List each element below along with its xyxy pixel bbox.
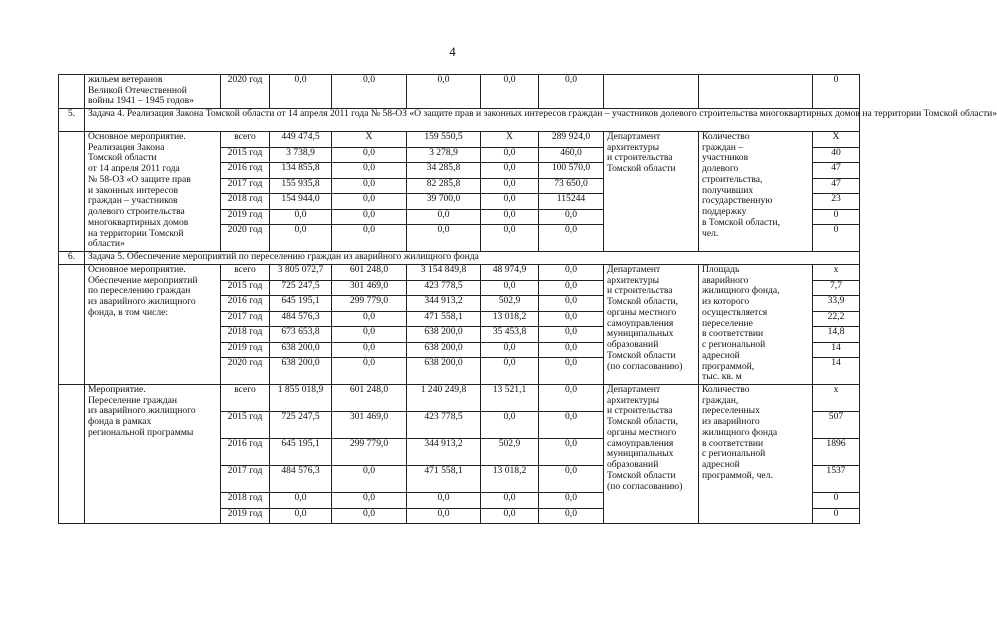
indicator-value-cell: X (813, 132, 860, 148)
regional-budget-cell: 423 778,5 (407, 412, 481, 439)
federal-budget-cell: 0,0 (332, 209, 407, 225)
indicator-value-cell: x (813, 265, 860, 281)
year-cell: 2019 год (221, 342, 270, 358)
federal-budget-cell: 0,0 (332, 327, 407, 343)
cell-line: Томской области (607, 163, 676, 175)
federal-budget-cell: 0,0 (332, 311, 407, 327)
total-cell: 0,0 (270, 209, 332, 225)
cell-line: по переселению граждан (88, 285, 191, 297)
cell-line: Департамент (607, 264, 661, 275)
cell-line: № 58-ОЗ «О защите прав (88, 173, 191, 185)
cell-line: фонда, в том числе: (88, 306, 169, 318)
year-cell: 2015 год (221, 412, 270, 439)
federal-budget-cell: 299 779,0 (332, 439, 407, 466)
activity-description (85, 132, 221, 252)
other-sources-cell: 0,0 (539, 466, 604, 493)
regional-budget-cell: 0,0 (407, 493, 481, 509)
cell-line: архитектуры (607, 394, 660, 406)
cell-line: строительства, (702, 173, 763, 185)
federal-budget-cell: 0,0 (332, 163, 407, 179)
cell-line: Томской области, (607, 296, 679, 308)
task-header-row (59, 252, 860, 265)
total-cell: 673 653,8 (270, 327, 332, 343)
total-cell: 0,0 (270, 225, 332, 252)
indicator-name-cell (699, 75, 813, 109)
cell-line: жилищного фонда, (702, 285, 780, 297)
number-cell (59, 75, 85, 109)
cell-line: чел. (702, 227, 719, 239)
cell-line: Департамент (607, 131, 661, 142)
cell-line: Количество (702, 131, 750, 142)
year-cell: 2015 год (221, 147, 270, 163)
cell-line: Площадь (702, 264, 740, 275)
indicator-value-cell: 0 (813, 493, 860, 509)
indicator-value-cell: 14,8 (813, 327, 860, 343)
cell-line: и строительства (607, 152, 673, 164)
local-budget-cell: 13 018,2 (481, 311, 539, 327)
cell-line: программой, (702, 360, 755, 372)
cell-line: государственную (702, 195, 773, 207)
cell-line: Количество (702, 384, 750, 395)
federal-budget-cell: 0,0 (332, 178, 407, 194)
total-cell: 725 247,5 (270, 280, 332, 296)
other-sources-cell: 0,0 (539, 493, 604, 509)
regional-budget-cell: 34 285,8 (407, 163, 481, 179)
indicator-value-cell: 1896 (813, 439, 860, 466)
number-cell (59, 385, 85, 524)
total-cell: 154 944,0 (270, 194, 332, 210)
indicator-value-cell: 33,9 (813, 296, 860, 312)
federal-budget-cell: 0,0 (332, 194, 407, 210)
cell-line: Переселение граждан (88, 394, 177, 406)
cell-line: поддержку (702, 206, 747, 218)
total-cell: 0,0 (270, 508, 332, 524)
table-row (59, 75, 860, 109)
table-row (59, 385, 860, 412)
cell-line: и строительства (607, 285, 673, 297)
cell-line: Томской области (607, 349, 676, 361)
regional-budget-cell: 159 550,5 (407, 132, 481, 148)
year-cell: 2019 год (221, 508, 270, 524)
cell-line: самоуправления (607, 437, 674, 449)
total-cell: 134 855,8 (270, 163, 332, 179)
cell-line: граждан, (702, 394, 739, 406)
cell-line: войны 1941 – 1945 годов» (88, 95, 194, 107)
local-budget-cell: 502,9 (481, 439, 539, 466)
indicator-value-cell: 1537 (813, 466, 860, 493)
local-budget-cell: 35 453,8 (481, 327, 539, 343)
local-budget-cell: 0,0 (481, 75, 539, 109)
cell-line: аварийного (702, 274, 749, 286)
regional-budget-cell: 423 778,5 (407, 280, 481, 296)
local-budget-cell: 0,0 (481, 147, 539, 163)
cell-line: получивших (702, 184, 754, 196)
year-cell: 2018 год (221, 194, 270, 210)
indicator-value-cell: 0 (813, 209, 860, 225)
total-cell: 638 200,0 (270, 342, 332, 358)
cell-line: из которого (702, 296, 750, 308)
indicator-value-cell: 0 (813, 225, 860, 252)
cell-line: долевого строительства (88, 206, 185, 218)
federal-budget-cell: 0,0 (332, 342, 407, 358)
total-cell: 645 195,1 (270, 296, 332, 312)
total-cell: 1 855 018,9 (270, 385, 332, 412)
number-cell (59, 265, 85, 385)
local-budget-cell: 0,0 (481, 225, 539, 252)
other-sources-cell: 460,0 (539, 147, 604, 163)
total-cell: 3 805 072,7 (270, 265, 332, 281)
regional-budget-cell: 471 558,1 (407, 466, 481, 493)
year-cell: всего (221, 385, 270, 412)
year-cell: 2015 год (221, 280, 270, 296)
regional-budget-cell: 0,0 (407, 75, 481, 109)
cell-line: переселенных (702, 405, 760, 417)
executor-cell (604, 385, 699, 524)
cell-line: Мероприятие. (88, 384, 146, 395)
cell-line: образований (607, 459, 659, 471)
regional-budget-cell: 1 240 249,8 (407, 385, 481, 412)
federal-budget-cell: 0,0 (332, 358, 407, 385)
other-sources-cell: 0,0 (539, 280, 604, 296)
year-cell: 2019 год (221, 209, 270, 225)
year-cell: 2016 год (221, 439, 270, 466)
federal-budget-cell: 0,0 (332, 493, 407, 509)
activity-description (85, 385, 221, 524)
total-cell: 449 474,5 (270, 132, 332, 148)
other-sources-cell: 0,0 (539, 265, 604, 281)
regional-budget-cell: 0,0 (407, 209, 481, 225)
cell-line: из аварийного (702, 416, 760, 428)
other-sources-cell: 0,0 (539, 327, 604, 343)
other-sources-cell: 0,0 (539, 311, 604, 327)
activity-description (85, 265, 221, 385)
cell-line: Основное мероприятие. (88, 264, 186, 275)
local-budget-cell: 0,0 (481, 209, 539, 225)
cell-line: участников (702, 152, 749, 164)
cell-line: жильем ветеранов (88, 74, 163, 85)
other-sources-cell: 0,0 (539, 296, 604, 312)
indicator-value-cell: 0 (813, 75, 860, 109)
year-cell: 2016 год (221, 296, 270, 312)
cell-line: региональной программы (88, 426, 194, 438)
cell-line: образований (607, 339, 659, 351)
indicator-name-cell (699, 385, 813, 524)
total-cell: 645 195,1 (270, 439, 332, 466)
activity-description (85, 75, 221, 109)
local-budget-cell: 0,0 (481, 163, 539, 179)
executor-cell (604, 265, 699, 385)
year-cell: всего (221, 265, 270, 281)
indicator-value-cell: 47 (813, 163, 860, 179)
other-sources-cell: 0,0 (539, 439, 604, 466)
regional-budget-cell: 638 200,0 (407, 358, 481, 385)
indicator-value-cell: 40 (813, 147, 860, 163)
cell-line: с региональной (702, 448, 766, 460)
year-cell: 2020 год (221, 358, 270, 385)
cell-line: Основное мероприятие. (88, 131, 186, 142)
cell-line: самоуправления (607, 317, 674, 329)
cell-line: фонда в рамках (88, 416, 152, 428)
cell-line: адресной (702, 459, 740, 471)
other-sources-cell: 0,0 (539, 225, 604, 252)
total-cell: 638 200,0 (270, 358, 332, 385)
task-number: 5. (59, 109, 85, 132)
federal-budget-cell: 0,0 (332, 225, 407, 252)
cell-line: в соответствии (702, 328, 764, 340)
other-sources-cell: 0,0 (539, 358, 604, 385)
year-cell: 2020 год (221, 75, 270, 109)
local-budget-cell: 0,0 (481, 493, 539, 509)
cell-line: и законных интересов (88, 184, 179, 196)
indicator-value-cell: 14 (813, 342, 860, 358)
table-row (59, 132, 860, 148)
federal-budget-cell: 601 248,0 (332, 385, 407, 412)
executor-cell (604, 132, 699, 252)
other-sources-cell: 115244 (539, 194, 604, 210)
total-cell: 3 738,9 (270, 147, 332, 163)
year-cell: 2018 год (221, 493, 270, 509)
cell-line: переселение (702, 317, 753, 329)
local-budget-cell: 0,0 (481, 342, 539, 358)
federal-budget-cell: X (332, 132, 407, 148)
year-cell: 2017 год (221, 178, 270, 194)
cell-line: области» (88, 238, 125, 250)
indicator-value-cell: x (813, 385, 860, 412)
local-budget-cell: 0,0 (481, 508, 539, 524)
cell-line: тыс. кв. м (702, 371, 742, 383)
year-cell: 2020 год (221, 225, 270, 252)
cell-line: с региональной (702, 339, 766, 351)
cell-line: муниципальных (607, 448, 674, 460)
cell-line: жилищного фонда (702, 426, 778, 438)
cell-line: Департамент (607, 384, 661, 395)
total-cell: 0,0 (270, 75, 332, 109)
other-sources-cell: 73 650,0 (539, 178, 604, 194)
local-budget-cell: 48 974,9 (481, 265, 539, 281)
cell-line: из аварийного жилищного (88, 296, 196, 308)
cell-line: (по согласованию) (607, 360, 683, 372)
regional-budget-cell: 344 913,2 (407, 439, 481, 466)
task-title: Задача 5. Обеспечение мероприятий по переселению граждан из аварийного жилищного фонда (85, 252, 860, 265)
local-budget-cell: 0,0 (481, 194, 539, 210)
cell-line: долевого (702, 163, 739, 175)
indicator-name-cell (699, 265, 813, 385)
regional-budget-cell: 3 278,9 (407, 147, 481, 163)
cell-line: граждан – участников (88, 195, 178, 207)
other-sources-cell: 0,0 (539, 75, 604, 109)
year-cell: 2017 год (221, 311, 270, 327)
cell-line: Томской области (607, 469, 676, 481)
local-budget-cell: X (481, 132, 539, 148)
cell-line: адресной (702, 349, 740, 361)
other-sources-cell: 289 924,0 (539, 132, 604, 148)
cell-line: граждан – (702, 141, 744, 153)
program-table (58, 74, 997, 524)
cell-line: программой, чел. (702, 469, 773, 481)
task-title: Задача 4. Реализация Закона Томской области от 14 апреля 2011 года № 58-ОЗ «О защите прав и законных интересов граждан – участников долевого строительства многоквартирных домов на территории Томской области» (85, 109, 860, 132)
executor-cell (604, 75, 699, 109)
other-sources-cell: 0,0 (539, 412, 604, 439)
total-cell: 484 576,3 (270, 311, 332, 327)
regional-budget-cell: 471 558,1 (407, 311, 481, 327)
year-cell: 2017 год (221, 466, 270, 493)
cell-line: Обеспечение мероприятий (88, 274, 198, 286)
year-cell: всего (221, 132, 270, 148)
local-budget-cell: 0,0 (481, 178, 539, 194)
table-row (59, 265, 860, 281)
regional-budget-cell: 638 200,0 (407, 327, 481, 343)
cell-line: муниципальных (607, 328, 674, 340)
cell-line: в соответствии (702, 437, 764, 449)
federal-budget-cell: 0,0 (332, 147, 407, 163)
indicator-name-cell (699, 132, 813, 252)
other-sources-cell: 0,0 (539, 342, 604, 358)
cell-line: Реализация Закона (88, 141, 165, 153)
cell-line: от 14 апреля 2011 года (88, 163, 180, 175)
year-cell: 2018 год (221, 327, 270, 343)
indicator-value-cell: 23 (813, 194, 860, 210)
cell-line: Томской области, (607, 416, 679, 428)
local-budget-cell: 502,9 (481, 296, 539, 312)
other-sources-cell: 100 570,0 (539, 163, 604, 179)
local-budget-cell: 0,0 (481, 280, 539, 296)
local-budget-cell: 13 521,1 (481, 385, 539, 412)
indicator-value-cell: 7,7 (813, 280, 860, 296)
regional-budget-cell: 0,0 (407, 508, 481, 524)
cell-line: архитектуры (607, 274, 660, 286)
federal-budget-cell: 0,0 (332, 466, 407, 493)
number-cell (59, 132, 85, 252)
federal-budget-cell: 301 469,0 (332, 280, 407, 296)
federal-budget-cell: 0,0 (332, 508, 407, 524)
cell-line: архитектуры (607, 141, 660, 153)
total-cell: 725 247,5 (270, 412, 332, 439)
cell-line: и строительства (607, 405, 673, 417)
regional-budget-cell: 3 154 849,8 (407, 265, 481, 281)
regional-budget-cell: 39 700,0 (407, 194, 481, 210)
page-number: 4 (449, 44, 456, 59)
year-cell: 2016 год (221, 163, 270, 179)
indicator-value-cell: 507 (813, 412, 860, 439)
cell-line: на территории Томской (88, 227, 184, 239)
regional-budget-cell: 0,0 (407, 225, 481, 252)
other-sources-cell: 0,0 (539, 385, 604, 412)
cell-line: органы местного (607, 306, 677, 318)
other-sources-cell: 0,0 (539, 209, 604, 225)
task-number: 6. (59, 252, 85, 265)
cell-line: из аварийного жилищного (88, 405, 196, 417)
regional-budget-cell: 638 200,0 (407, 342, 481, 358)
federal-budget-cell: 0,0 (332, 75, 407, 109)
total-cell: 484 576,3 (270, 466, 332, 493)
local-budget-cell: 0,0 (481, 358, 539, 385)
regional-budget-cell: 344 913,2 (407, 296, 481, 312)
local-budget-cell: 13 018,2 (481, 466, 539, 493)
federal-budget-cell: 301 469,0 (332, 412, 407, 439)
cell-line: Великой Отечественной (88, 84, 187, 96)
cell-line: многоквартирных домов (88, 216, 189, 228)
indicator-value-cell: 22,2 (813, 311, 860, 327)
federal-budget-cell: 299 779,0 (332, 296, 407, 312)
cell-line: осуществляется (702, 306, 768, 318)
cell-line: (по согласованию) (607, 480, 683, 492)
cell-line: в Томской области, (702, 216, 780, 228)
task-header-row (59, 109, 860, 132)
federal-budget-cell: 601 248,0 (332, 265, 407, 281)
indicator-value-cell: 0 (813, 508, 860, 524)
cell-line: органы местного (607, 426, 677, 438)
total-cell: 0,0 (270, 493, 332, 509)
other-sources-cell: 0,0 (539, 508, 604, 524)
indicator-value-cell: 14 (813, 358, 860, 385)
indicator-value-cell: 47 (813, 178, 860, 194)
total-cell: 155 935,8 (270, 178, 332, 194)
regional-budget-cell: 82 285,8 (407, 178, 481, 194)
local-budget-cell: 0,0 (481, 412, 539, 439)
cell-line: Томской области (88, 152, 157, 164)
